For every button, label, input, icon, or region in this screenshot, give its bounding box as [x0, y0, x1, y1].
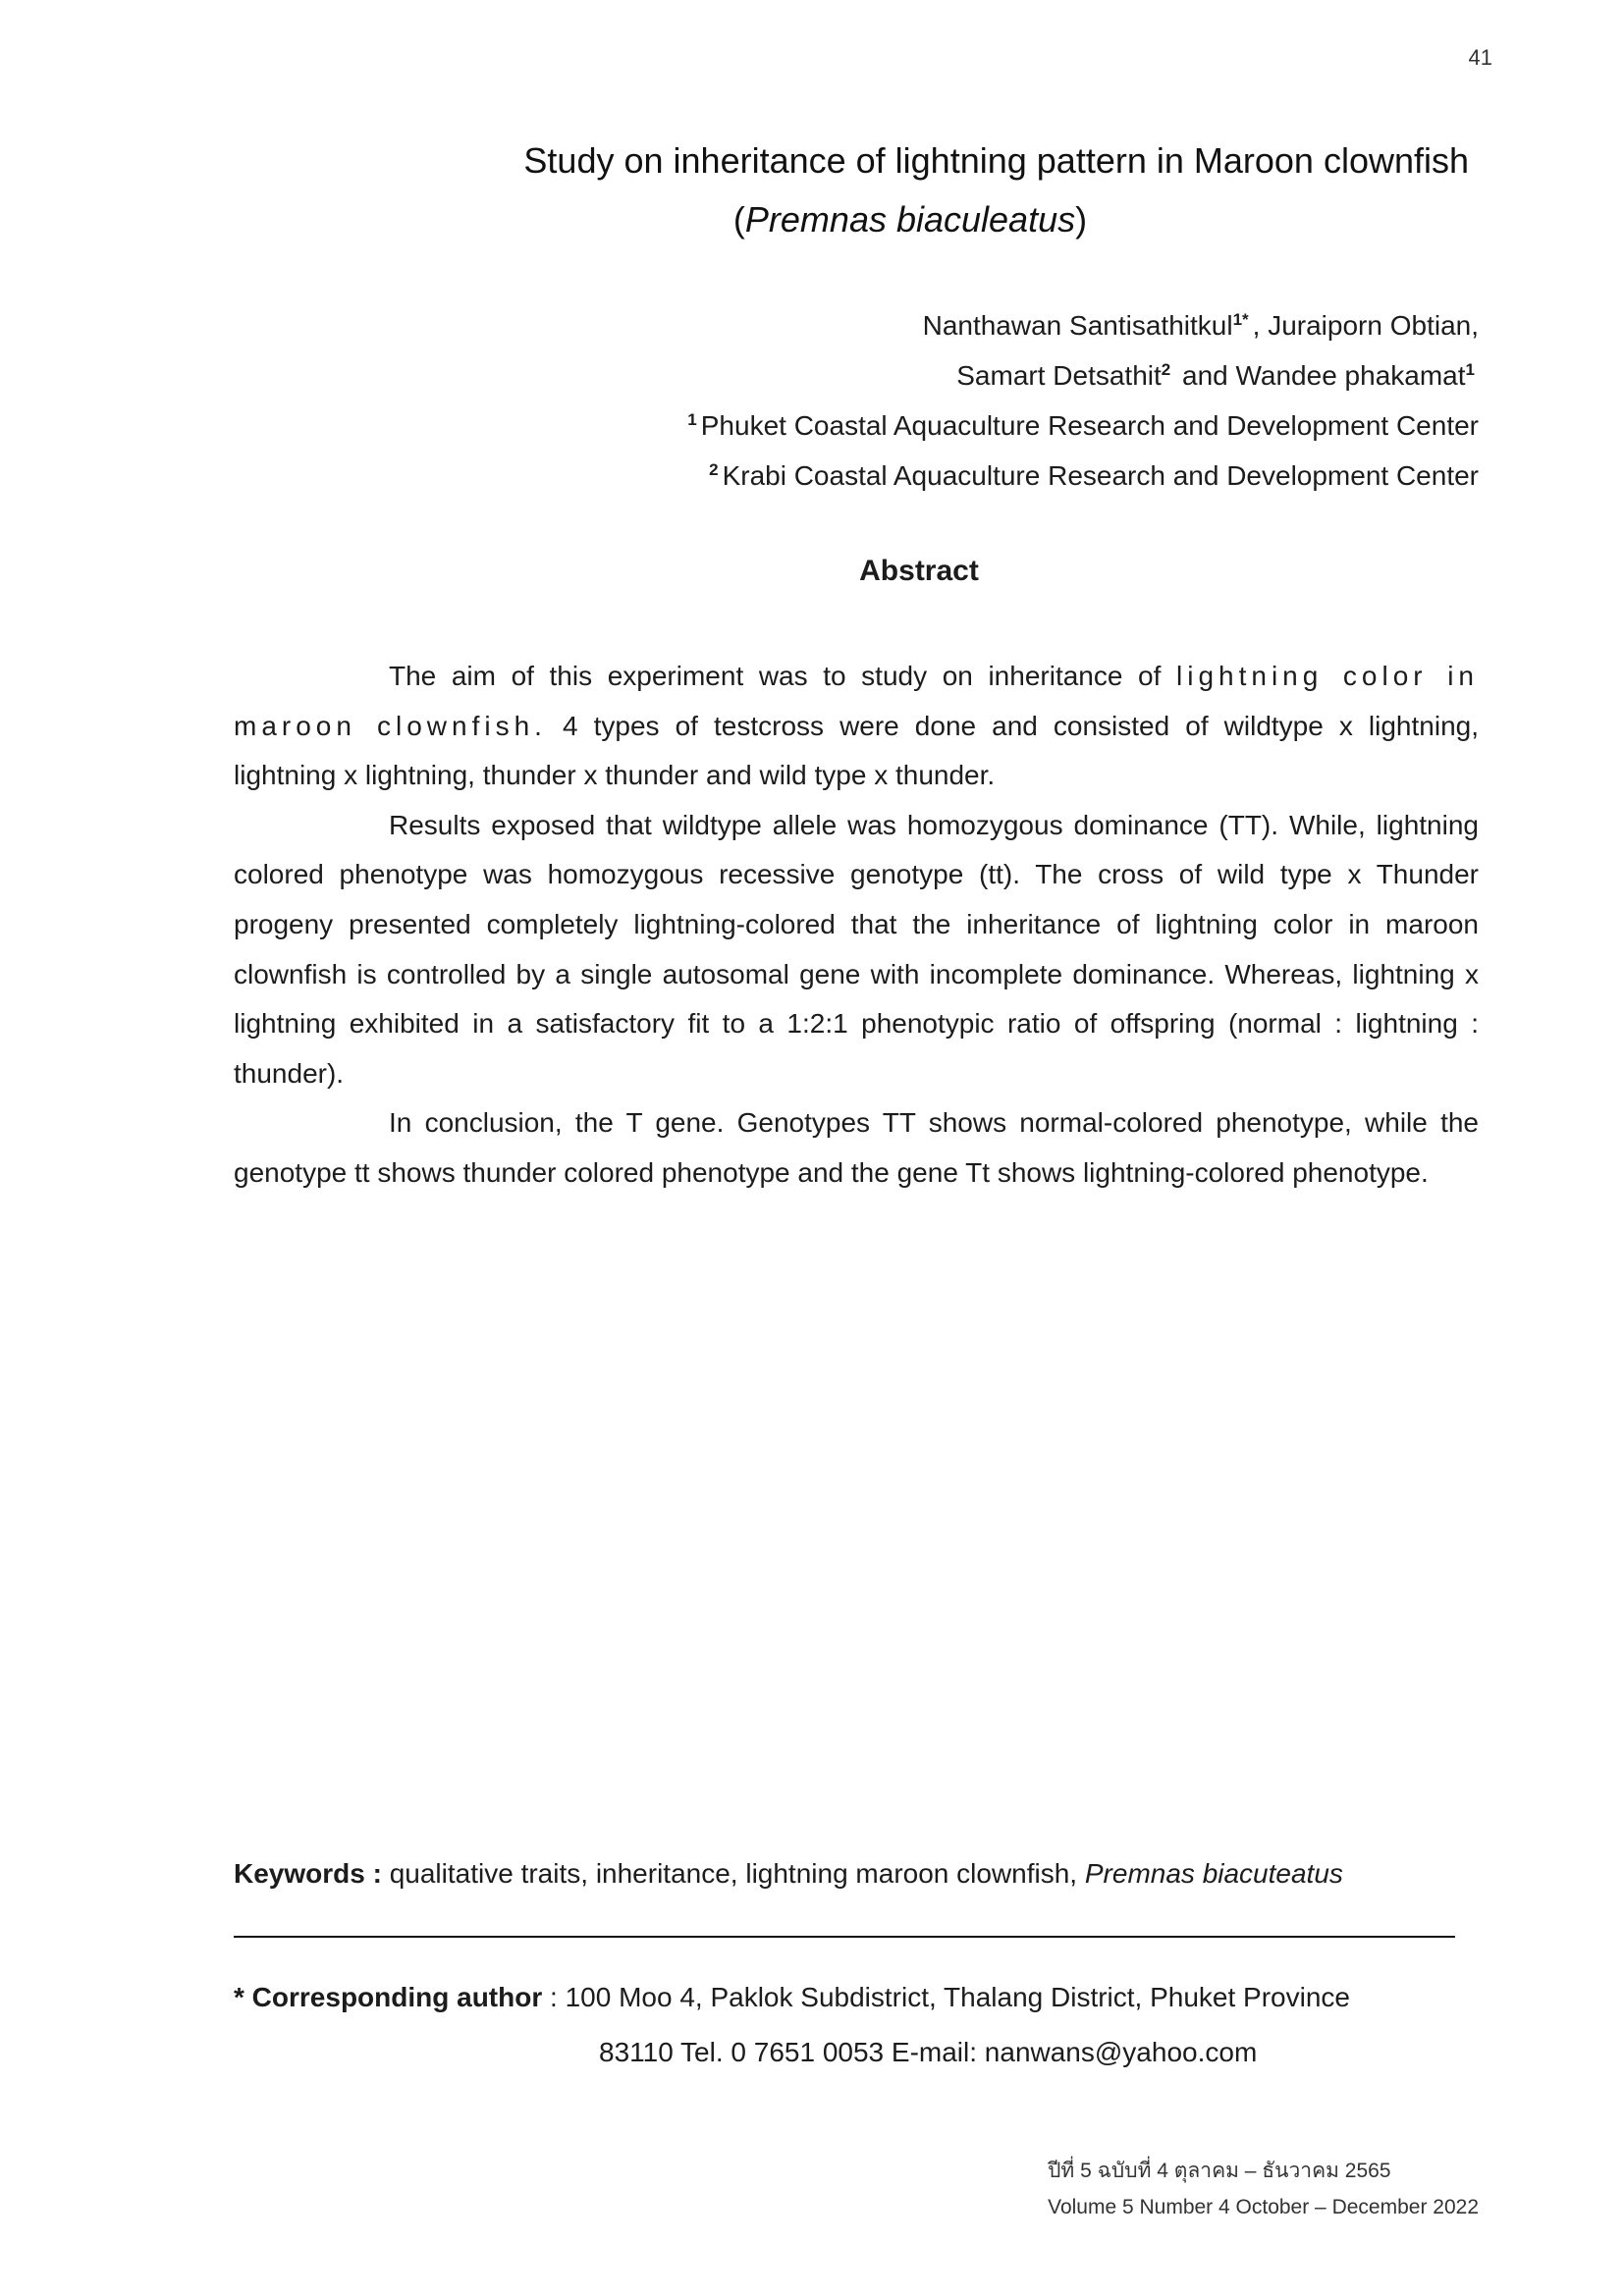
authors-line-2: Samart Detsathit$^2$ and Wandee phakamat$^1$: [956, 359, 1475, 391]
abstract-paragraph-3: In conclusion, the T gene. Genotypes TT shows normal-colored phenotype, while the genotype tt shows thunder colored phenotype and the gene Tt shows lightning-colored phenotype.: [234, 1107, 1479, 1188]
author-block: [595, 300, 1479, 501]
paper-title: [236, 132, 1469, 249]
title-line-2: (Premnas biaculeatus): [732, 199, 1088, 240]
affiliation-1: $^1$ Phuket Coastal Aquaculture Research and Development Center: [687, 409, 1479, 441]
abstract-body: [234, 652, 1479, 1199]
footer-english: Volume 5 Number 4 October – December 2022: [1048, 2196, 1479, 2218]
page-number: 41: [1468, 45, 1492, 70]
footer-thai: ปีที่ 5 ฉบับที่ 4 ตุลาคม – ธันวาคม 2565: [1048, 2160, 1391, 2182]
abstract-paragraph-2: Results exposed that wildtype allele was homozygous dominance (TT). While, lightning colored phenotype was homozygous recessive genotype (tt). The cross of wild type x Thunder progeny presented completely lightning-colored that the inheritance of lightning color in maroon clownfish is controlled by a single autosomal gene with incomplete dominance. Whereas, lightning x lightning exhibited in a satisfactory fit to a 1:2:1 phenotypic ratio of offspring (normal : lightning : thunder).: [234, 809, 1479, 1089]
abstract-heading: Abstract: [859, 555, 979, 587]
footnote-divider: [234, 1936, 1455, 1938]
abstract-paragraph-1: The aim of this experiment was to study on inheritance of lightning color in maroon clownfish. 4 types of testcross were done and consisted of wildtype x lightning, lightning x lightning, thunder x thunder and wild type x thunder.: [234, 661, 1479, 791]
corresponding-author: * Corresponding author : 100 Moo 4, Paklok Subdistrict, Thalang District, Phuket Province 83110 Tel. 0 7651 0053 E-mail: nanwans@yahoo.com: [234, 1982, 1350, 2067]
affiliation-2: $^2$ Krabi Coastal Aquaculture Research and Development Center: [709, 459, 1479, 491]
title-line-1: Study on inheritance of lightning pattern in Maroon clownfish: [523, 140, 1469, 181]
keywords: Keywords : qualitative traits, inheritance, lightning maroon clownfish, Premnas biacuteatus: [234, 1858, 1343, 1889]
species-name: Premnas biaculeatus: [744, 199, 1076, 240]
authors-line-1: Nanthawan Santisathitkul$^{1*}$ , Juraiporn Obtian,: [922, 309, 1479, 341]
journal-footer: [1048, 2153, 1479, 2225]
